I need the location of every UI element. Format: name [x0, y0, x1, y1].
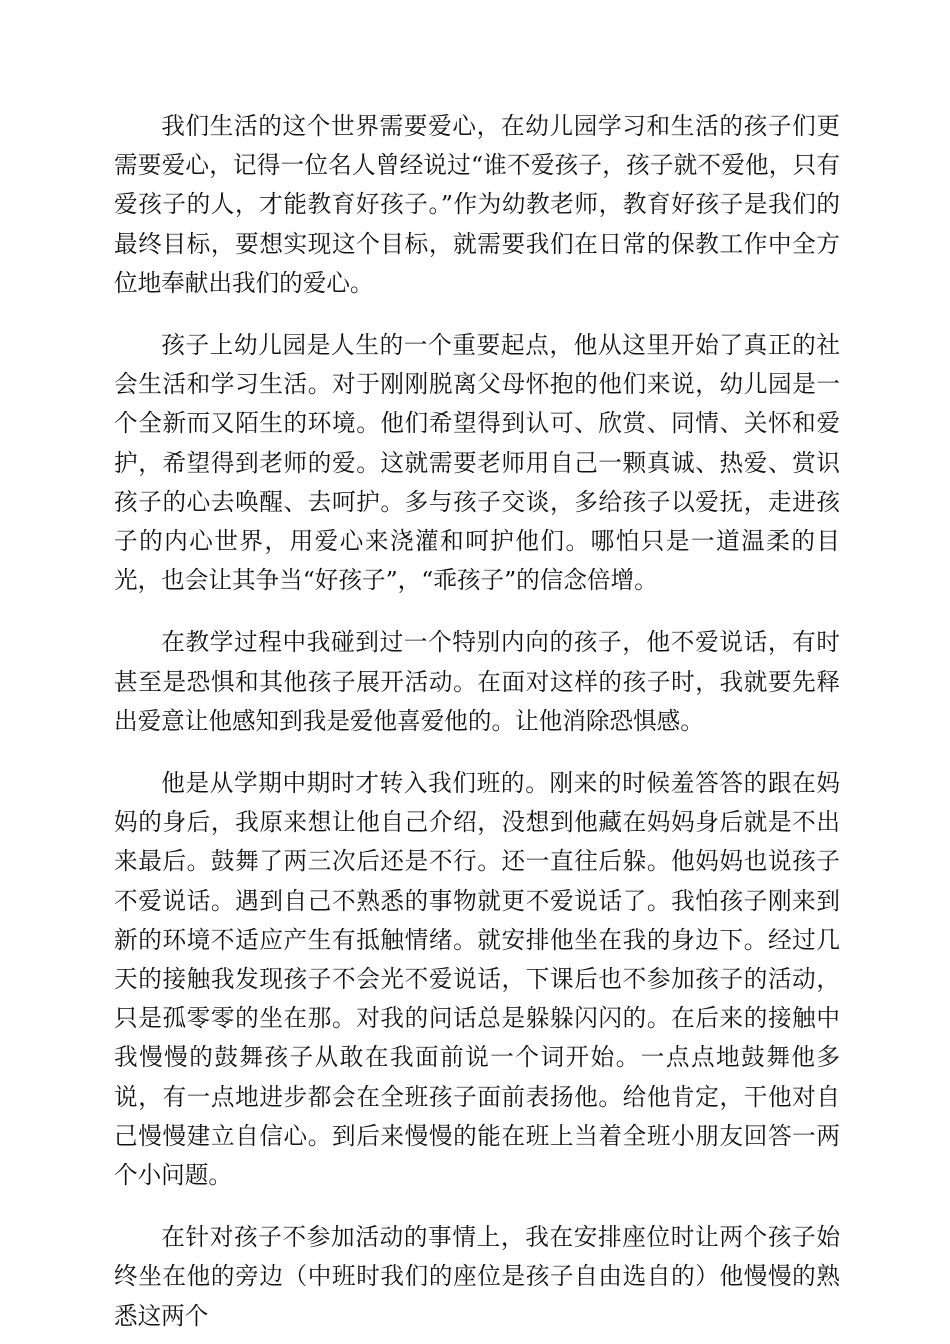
- paragraph-3: 在教学过程中我碰到过一个特别内向的孩子，他不爱说话，有时甚至是恐惧和其他孩子展开活动。在面对这样的孩子时，我就要先释出爱意让他感知到我是爱他喜爱他的。让他消除恐惧感。: [114, 628, 840, 735]
- paragraph-2: 孩子上幼儿园是人生的一个重要起点，他从这里开始了真正的社会生活和学习生活。对于刚刚脱离父母怀抱的他们来说，幼儿园是一个全新而又陌生的环境。他们希望得到认可、欣赏、同情、关怀和爱护，希望得到老师的爱。这就需要老师用自己一颗真诚、热爱、赏识孩子的心去唤醒、去呵护。多与孩子交谈，多给孩子以爱抚，走进孩子的内心世界，用爱心来浇灌和呵护他们。哪怕只是一道温柔的目光，也会让其争当“好孩子”，“乖孩子”的信念倍增。: [114, 331, 840, 595]
- paragraph-4: 他是从学期中期时才转入我们班的。刚来的时候羞答答的跟在妈妈的身后，我原来想让他自己介绍，没想到他藏在妈妈身后就是不出来最后。鼓舞了两三次后还是不行。还一直往后躲。他妈妈也说孩子不爱说话。遇到自己不熟悉的事物就更不爱说话了。我怕孩子刚来到新的环境不适应产生有抵触情绪。就安排他坐在我的身边下。经过几天的接触我发现孩子不会光不爱说话，下课后也不参加孩子的活动，只是孤零零的坐在那。对我的问话总是躲躲闪闪的。在后来的接触中我慢慢的鼓舞孩子从敢在我面前说一个词开始。一点点地鼓舞他多说，有一点地进步都会在全班孩子面前表扬他。给他肯定，干他对自己慢慢建立自信心。到后来慢慢的能在班上当着全班小朋友回答一两个小问题。: [114, 769, 840, 1190]
- paragraph-5: 在针对孩子不参加活动的事情上，我在安排座位时让两个孩子始终坐在他的旁边（中班时我们的座位是孩子自由选自的）他慢慢的熟悉这两个: [114, 1223, 840, 1330]
- paragraph-1: 我们生活的这个世界需要爱心，在幼儿园学习和生活的孩子们更需要爱心，记得一位名人曾经说过“谁不爱孩子，孩子就不爱他，只有爱孩子的人，才能教育好孩子。”作为幼教老师，教育好孩子是我们的最终目标，要想实现这个目标，就需要我们在日常的保教工作中全方位地奉献出我们的爱心。: [114, 112, 840, 297]
